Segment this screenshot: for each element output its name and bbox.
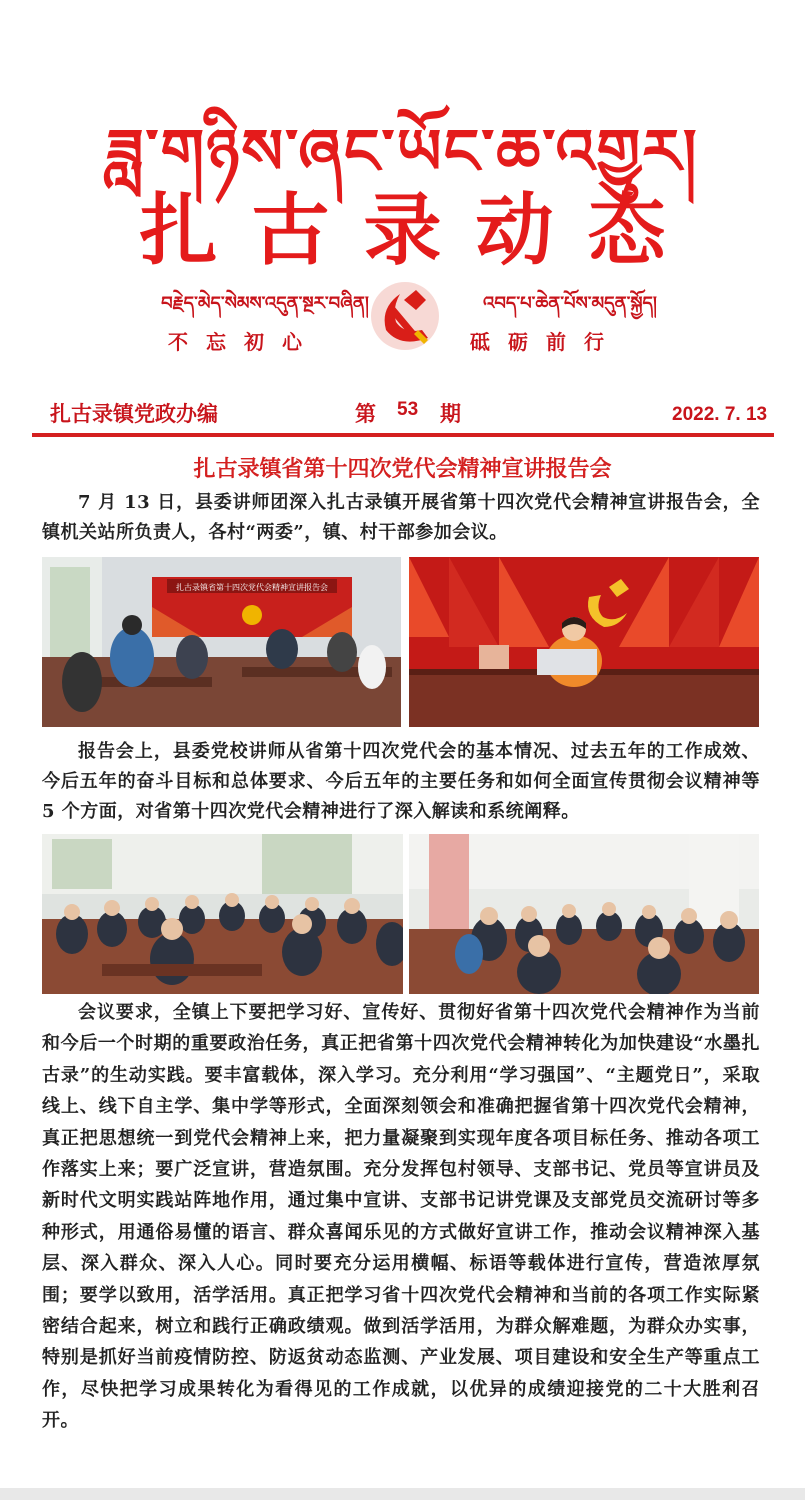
header-rule <box>32 433 774 437</box>
chinese-title: 扎古录动态 <box>139 185 700 276</box>
photo-speaker <box>409 557 759 727</box>
issue-date: 2022. 7. 13 <box>672 404 768 425</box>
tibetan-title: ཟླ་གཉིས་ཞང་ཡོང་ཆ་འགྱུར། <box>106 115 699 188</box>
photo-audience-right <box>409 834 759 994</box>
article-title: 扎古录镇省第十四次党代会精神宣讲报告会 <box>193 456 612 482</box>
slogan-left: 不忘初心 <box>168 330 320 354</box>
paragraph-1: 7 月 13 日，县委讲师团深入扎古录镇开展省第十四次党代会精神宣讲报告会，全镇机关站所负责人，各村“两委”，镇、村干部参加会议。 <box>42 492 760 543</box>
issue-suffix: 期 <box>440 401 461 426</box>
photo-banner-text: 扎古录镇省第十四次党代会精神宣讲报告会 <box>176 583 328 592</box>
issue-label: 第 <box>355 401 376 426</box>
masthead <box>0 0 805 440</box>
photo-audience-left <box>42 834 403 994</box>
tibetan-slogan-left: བརྗེད་མེད་སེམས་འདུན་སྔར་བཞིན། <box>161 293 369 314</box>
tibetan-slogan-right: འབད་པ་ཆེན་པོས་མདུན་སྐྱོད། <box>483 293 657 314</box>
bottom-bar <box>0 1488 805 1500</box>
photo-meeting-hall <box>42 557 401 727</box>
issue-number: 53 <box>397 399 419 420</box>
paragraph-2: 报告会上，县委党校讲师从省第十四次党代会的基本情况、过去五年的工作成效、今后五年的奋斗目标和总体要求、今后五年的主要任务和如何全面宣传贯彻会议精神等 5 个方面，对省第十四次党代会精神进行了深入解读和系统阐释。 <box>42 741 760 822</box>
slogan-right: 砥砺前行 <box>470 330 622 354</box>
editor-label: 扎古录镇党政办编 <box>50 401 218 426</box>
party-emblem-icon <box>370 278 440 354</box>
paragraph-3: 会议要求，全镇上下要把学习好、宣传好、贯彻好省第十四次党代会精神作为当前和今后一个时期的重要政治任务，真正把省第十四次党代会精神转化为加快建设“水墨扎古录”的生动实践。要丰富载体，深入学习。充分利用“学习强国”、“主题党日”，采取线上、线下自主学、集中学等形式，全面深刻领会和准确把握省第十四次党代会精神，真正把思想统一到党代会精神上来，把力量凝聚到实现年度各项目标任务、推动各项工作落实上来；要广泛宣讲，营造氛围。充分发挥包村领导、支部书记、党员等宣讲员及新时代文明实践站阵地作用，通过集中宣讲、支部书记讲党课及支部党员交流研讨等多种形式，用通俗易懂的语言、群众喜闻乐见的方式做好宣讲工作，推动会议精神深入基层、深入群众、深入人心。同时要充分运用横幅、标语等载体进行宣传，营造浓厚氛围；要学以致用，活学活用。真正把学习省十四次党代会精神和当前的各项工作实际紧密结合起来，树立和践行正确政绩观。做到活学活用，为群众解难题，为群众办实事，特别是抓好当前疫情防控、防返贫动态监测、产业发展、项目建设和安全生产等重点工作，尽快把学习成果转化为看得见的工作成就，以优异的成绩迎接党的二十大胜利召开。 <box>42 1002 760 1432</box>
edition-row <box>0 398 805 428</box>
